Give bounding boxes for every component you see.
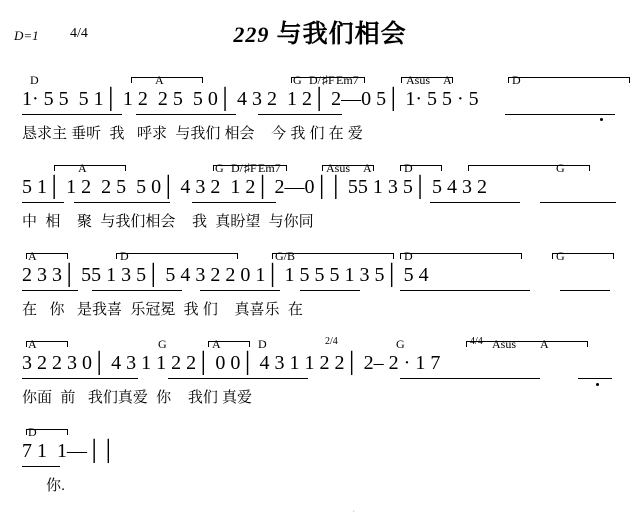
page-title — [0, 14, 640, 50]
chord-symbol: G — [556, 249, 565, 263]
lyric-line: 你. — [46, 477, 66, 494]
note-beam — [168, 378, 308, 379]
octave-dot-low — [596, 383, 599, 386]
notation-line: 7 1 1––││ — [22, 440, 116, 462]
phrase-bracket — [466, 341, 588, 347]
note-beam — [200, 290, 280, 291]
chord-symbol: G — [293, 73, 302, 87]
phrase-bracket — [508, 77, 630, 83]
chord-symbol: G — [158, 337, 167, 351]
note-beam — [540, 202, 616, 203]
chord-symbol: G — [556, 161, 565, 175]
note-beam — [258, 114, 342, 115]
time-signature: 4/4 — [70, 26, 88, 41]
chord-symbol: A — [540, 337, 549, 351]
note-beam — [22, 290, 78, 291]
chord-row — [0, 424, 640, 440]
note-beam — [22, 202, 64, 203]
note-beam — [300, 290, 360, 291]
chord-symbol: A — [363, 161, 372, 175]
chord-symbol: D — [258, 337, 267, 351]
chord-symbol: A — [443, 73, 452, 87]
page-footer-mark: . — [352, 500, 356, 515]
lyric-line: 你面 前 我们真爱 你 我们 真爱 — [22, 389, 253, 406]
note-beam — [505, 114, 615, 115]
key-signature: D=1 — [14, 28, 39, 43]
chord-symbol: G/B — [275, 249, 296, 263]
song-title: 与我们相会 — [276, 21, 407, 48]
chord-symbol: D — [404, 249, 413, 263]
chord-symbol: A — [78, 161, 87, 175]
notation-line: 5 1│ 1 2 2 5 5 0│ 4 3 2 1 2│ 2––0││ 55 1 3 5│ 5 4 3 2 — [22, 176, 488, 198]
note-beam — [560, 290, 610, 291]
phrase-bracket — [116, 253, 238, 259]
notation-line: 2 3 3│ 55 1 3 5│ 5 4 3 2 2 0 1│ 1 5 5 5 1 3 5│ 5 4 — [22, 264, 429, 286]
chord-symbol: A — [212, 337, 221, 351]
chord-row — [0, 72, 640, 88]
chord-symbol: A — [28, 337, 37, 351]
chord-symbol: D — [512, 73, 521, 87]
phrase-bracket — [131, 77, 203, 83]
phrase-bracket — [400, 253, 522, 259]
lyric-line: 中 相 聚 与我们相会 我 真盼望 与你同 — [22, 213, 314, 230]
chord-symbol: D — [120, 249, 129, 263]
phrase-bracket — [468, 165, 590, 171]
note-beam — [400, 290, 530, 291]
chord-symbol: ♯F — [322, 73, 335, 87]
note-beam — [192, 202, 276, 203]
chord-symbol: D — [404, 161, 413, 175]
chord-symbol: D/ — [309, 73, 321, 87]
phrase-bracket — [54, 165, 126, 171]
chord-symbol: D — [28, 425, 37, 439]
note-beam — [136, 114, 236, 115]
lyric-line: 恳求主 垂听 我 呼求 与我们 相会 今 我 们 在 爱 — [22, 125, 363, 142]
meter-change-4-4: 4/4 — [470, 336, 483, 347]
chord-symbol: Em7 — [336, 73, 359, 87]
chord-symbol: D/ — [231, 161, 243, 175]
chord-symbol: G — [215, 161, 224, 175]
note-beam — [22, 114, 122, 115]
song-number: 229 — [233, 22, 270, 47]
note-beam — [578, 378, 612, 379]
chord-symbol: Asus — [326, 161, 351, 175]
octave-dot-low — [600, 118, 603, 121]
note-beam — [430, 202, 520, 203]
note-beam — [400, 378, 540, 379]
chord-symbol: Asus — [492, 337, 517, 351]
lyric-line: 在 你 是我喜 乐冠冕 我 们 真喜乐 在 — [22, 301, 303, 318]
notation-line: 1· 5 5 5 1│ 1 2 2 5 5 0│ 4 3 2 1 2│ 2––0 5│ 1· 5 5 · 5 — [22, 88, 479, 110]
chord-row — [0, 336, 640, 352]
chord-symbol: A — [28, 249, 37, 263]
note-beam — [22, 378, 138, 379]
chord-row — [0, 248, 640, 264]
notation-line: 3 2 2 3 0│ 4 3 1 1 2 2│ 0 0│ 4 3 1 1 2 2│ 2– 2 · 1 7 — [22, 352, 441, 374]
chord-symbol: Em7 — [258, 161, 281, 175]
chord-symbol: A — [155, 73, 164, 87]
chord-symbol: D — [30, 73, 39, 87]
note-beam — [92, 290, 182, 291]
chord-row — [0, 160, 640, 176]
chord-symbol: Asus — [406, 73, 431, 87]
meter-change-2-4: 2/4 — [325, 336, 338, 347]
chord-symbol: ♯F — [244, 161, 257, 175]
chord-symbol: G — [396, 337, 405, 351]
note-beam — [74, 202, 170, 203]
note-beam — [22, 466, 60, 467]
